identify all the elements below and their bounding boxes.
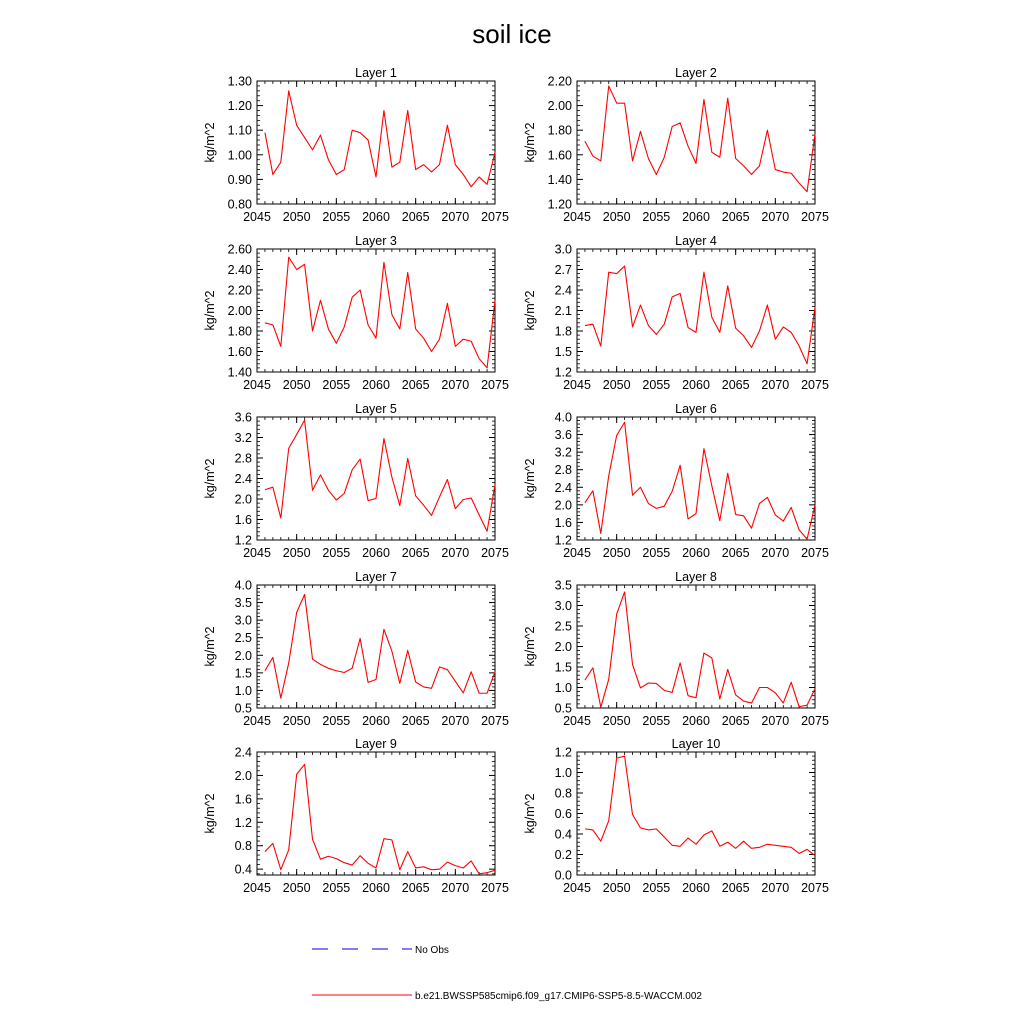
panel-title: Layer 7 (355, 570, 397, 584)
x-tick-label: 2045 (243, 210, 271, 224)
y-axis-label: kg/m^2 (523, 626, 537, 667)
panel-title: Layer 5 (355, 402, 397, 416)
y-tick-label: 1.60 (547, 148, 572, 163)
y-tick-label: 2.4 (554, 480, 572, 495)
series-line (265, 257, 495, 368)
x-tick-label: 2070 (761, 378, 790, 392)
y-tick-label: 1.20 (547, 197, 572, 212)
y-tick-label: 2.0 (554, 640, 572, 654)
x-tick-label: 2045 (243, 546, 271, 560)
plot-frame (257, 585, 495, 708)
y-tick-label: 2.60 (227, 242, 252, 257)
y-tick-label: 0.2 (554, 848, 572, 862)
plot-frame (577, 81, 815, 204)
x-tick-label: 2060 (362, 378, 390, 392)
x-tick-label: 2060 (362, 881, 390, 895)
y-tick-label: 2.0 (234, 768, 252, 783)
x-tick-label: 2045 (563, 210, 591, 224)
series-line (265, 764, 495, 874)
y-tick-label: 2.0 (234, 492, 252, 507)
y-tick-label: 2.5 (234, 631, 252, 646)
series-line (265, 594, 495, 698)
y-axis-label: kg/m^2 (523, 458, 537, 499)
y-axis-label: kg/m^2 (523, 290, 537, 331)
y-axis-label: kg/m^2 (203, 290, 217, 331)
y-axis-label: kg/m^2 (203, 122, 217, 163)
chart-panel-3 (203, 234, 509, 392)
x-tick-label: 2070 (761, 714, 790, 728)
y-tick-label: 1.8 (554, 324, 572, 339)
x-tick-label: 2060 (682, 378, 710, 392)
x-tick-label: 2045 (243, 714, 271, 728)
y-tick-label: 1.80 (227, 324, 252, 339)
x-tick-label: 2075 (481, 378, 509, 392)
y-tick-label: 3.0 (554, 599, 572, 613)
y-tick-label: 2.4 (554, 283, 572, 298)
legend-label-obs: No Obs (415, 945, 449, 956)
x-tick-label: 2065 (401, 378, 430, 392)
series-line (585, 592, 815, 707)
x-tick-label: 2050 (282, 378, 311, 392)
x-tick-label: 2055 (322, 378, 351, 392)
x-tick-label: 2060 (682, 546, 710, 560)
plot-frame (257, 417, 495, 540)
x-tick-label: 2075 (481, 546, 509, 560)
x-tick-label: 2075 (801, 546, 829, 560)
y-tick-label: 2.40 (227, 263, 252, 277)
x-tick-label: 2065 (401, 714, 430, 728)
x-tick-label: 2055 (322, 881, 351, 895)
plot-frame (577, 752, 815, 875)
y-tick-label: 2.20 (547, 74, 572, 89)
y-tick-label: 1.0 (234, 683, 252, 698)
y-tick-label: 0.6 (554, 807, 572, 821)
panel-title: Layer 10 (671, 737, 721, 751)
y-tick-label: 2.0 (234, 648, 252, 663)
x-tick-label: 2045 (243, 881, 271, 895)
x-tick-label: 2065 (721, 881, 750, 895)
y-tick-label: 1.40 (227, 365, 252, 380)
y-tick-label: 1.6 (234, 513, 252, 527)
series-line (585, 756, 815, 855)
panel-title: Layer 8 (675, 570, 717, 584)
x-tick-label: 2050 (282, 546, 311, 560)
x-tick-label: 2045 (563, 546, 591, 560)
panel-title: Layer 2 (675, 66, 717, 80)
y-tick-label: 1.40 (547, 172, 572, 187)
y-tick-label: 3.5 (234, 596, 252, 611)
series-line (585, 266, 815, 364)
y-axis-label: kg/m^2 (203, 458, 217, 499)
x-tick-label: 2075 (801, 378, 829, 392)
series-line (265, 91, 495, 187)
panel-title: Layer 9 (355, 737, 397, 751)
plot-frame (257, 249, 495, 372)
x-tick-label: 2055 (322, 714, 351, 728)
y-tick-label: 2.7 (554, 263, 572, 277)
y-tick-label: 1.30 (227, 74, 252, 89)
x-tick-label: 2055 (322, 546, 351, 560)
panel-title: Layer 1 (355, 66, 397, 80)
y-tick-label: 1.2 (234, 815, 252, 830)
x-tick-label: 2070 (441, 210, 470, 224)
x-tick-label: 2060 (682, 881, 710, 895)
y-tick-label: 0.80 (227, 197, 252, 212)
x-tick-label: 2060 (682, 714, 710, 728)
panel-title: Layer 4 (675, 234, 717, 248)
plot-frame (577, 249, 815, 372)
y-tick-label: 3.6 (554, 428, 572, 443)
y-tick-label: 1.6 (554, 515, 572, 530)
x-tick-label: 2055 (642, 378, 671, 392)
x-tick-label: 2070 (441, 881, 470, 895)
y-tick-label: 2.0 (554, 498, 572, 513)
x-tick-label: 2075 (801, 714, 829, 728)
x-tick-label: 2050 (282, 714, 311, 728)
chart-panel-7 (203, 570, 509, 728)
y-tick-label: 3.0 (554, 242, 572, 257)
legend (312, 945, 702, 1002)
y-tick-label: 3.0 (234, 613, 252, 628)
y-tick-label: 1.60 (227, 345, 252, 359)
y-tick-label: 0.8 (234, 839, 252, 854)
y-tick-label: 3.6 (234, 410, 252, 425)
chart-panel-9 (203, 737, 509, 895)
y-axis-label: kg/m^2 (203, 793, 217, 834)
y-tick-label: 0.5 (554, 701, 572, 716)
chart-panel-6 (523, 402, 829, 560)
x-tick-label: 2060 (682, 210, 710, 224)
x-tick-label: 2070 (761, 881, 790, 895)
x-tick-label: 2050 (602, 210, 631, 224)
y-tick-label: 3.2 (554, 445, 572, 460)
chart-title: soil ice (472, 19, 552, 49)
y-tick-label: 2.00 (227, 304, 252, 318)
x-tick-label: 2075 (801, 881, 829, 895)
y-axis-label: kg/m^2 (523, 122, 537, 163)
y-tick-label: 1.80 (547, 123, 572, 138)
chart-panel-2 (523, 66, 829, 224)
y-tick-label: 2.20 (227, 283, 252, 298)
chart-panel-1 (203, 66, 509, 224)
legend-label-model: b.e21.BWSSP585cmip6.f09_g17.CMIP6-SSP5-8.5-WACCM.002 (415, 991, 702, 1002)
x-tick-label: 2050 (602, 378, 631, 392)
x-tick-label: 2075 (481, 714, 509, 728)
x-tick-label: 2060 (362, 546, 390, 560)
y-tick-label: 1.5 (234, 666, 252, 681)
y-tick-label: 2.8 (234, 451, 252, 466)
x-tick-label: 2065 (721, 210, 750, 224)
y-tick-label: 0.4 (554, 827, 572, 842)
y-tick-label: 0.4 (234, 862, 252, 877)
series-line (585, 86, 815, 192)
y-tick-label: 2.1 (554, 304, 572, 318)
y-tick-label: 1.2 (234, 533, 252, 548)
y-tick-label: 1.0 (554, 766, 572, 780)
x-tick-label: 2045 (563, 714, 591, 728)
x-tick-label: 2050 (282, 881, 311, 895)
y-tick-label: 3.2 (234, 431, 252, 445)
x-tick-label: 2050 (602, 714, 631, 728)
y-tick-label: 0.8 (554, 786, 572, 801)
x-tick-label: 2045 (243, 378, 271, 392)
y-tick-label: 1.2 (554, 533, 572, 548)
y-tick-label: 2.00 (547, 99, 572, 114)
x-tick-label: 2065 (401, 210, 430, 224)
series-line (265, 420, 495, 531)
x-tick-label: 2070 (761, 210, 790, 224)
x-tick-label: 2065 (721, 546, 750, 560)
y-tick-label: 1.5 (554, 660, 572, 675)
x-tick-label: 2075 (481, 881, 509, 895)
x-tick-label: 2050 (602, 546, 631, 560)
x-tick-label: 2050 (282, 210, 311, 224)
x-tick-label: 2075 (481, 210, 509, 224)
x-tick-label: 2065 (401, 881, 430, 895)
x-tick-label: 2045 (563, 378, 591, 392)
plot-frame (577, 417, 815, 540)
chart-panel-8 (523, 570, 829, 728)
panel-title: Layer 6 (675, 402, 717, 416)
x-tick-label: 2055 (642, 714, 671, 728)
y-tick-label: 4.0 (234, 578, 252, 593)
y-tick-label: 3.5 (554, 578, 572, 593)
y-tick-label: 2.8 (554, 463, 572, 478)
x-tick-label: 2055 (642, 210, 671, 224)
y-tick-label: 1.5 (554, 345, 572, 359)
x-tick-label: 2070 (761, 546, 790, 560)
plot-frame (257, 81, 495, 204)
y-tick-label: 1.00 (227, 148, 252, 163)
y-tick-label: 4.0 (554, 410, 572, 425)
y-tick-label: 1.20 (227, 99, 252, 114)
y-tick-label: 0.90 (227, 172, 252, 187)
chart-panel-4 (523, 234, 829, 392)
x-tick-label: 2070 (441, 714, 470, 728)
y-tick-label: 1.2 (554, 365, 572, 380)
y-tick-label: 1.6 (234, 792, 252, 807)
y-tick-label: 0.5 (234, 701, 252, 716)
x-tick-label: 2060 (362, 210, 390, 224)
y-axis-label: kg/m^2 (203, 626, 217, 667)
y-tick-label: 1.2 (554, 745, 572, 760)
chart-panel-10 (523, 737, 829, 895)
x-tick-label: 2065 (721, 714, 750, 728)
x-tick-label: 2045 (563, 881, 591, 895)
x-tick-label: 2070 (441, 378, 470, 392)
x-tick-label: 2055 (642, 881, 671, 895)
series-line (585, 422, 815, 539)
chart-panel-5 (203, 402, 509, 560)
panel-title: Layer 3 (355, 234, 397, 248)
y-tick-label: 1.0 (554, 681, 572, 695)
x-tick-label: 2065 (721, 378, 750, 392)
x-tick-label: 2050 (602, 881, 631, 895)
y-axis-label: kg/m^2 (523, 793, 537, 834)
y-tick-label: 0.0 (554, 868, 572, 883)
x-tick-label: 2065 (401, 546, 430, 560)
x-tick-label: 2055 (322, 210, 351, 224)
x-tick-label: 2055 (642, 546, 671, 560)
x-tick-label: 2060 (362, 714, 390, 728)
y-tick-label: 2.4 (234, 745, 252, 760)
x-tick-label: 2070 (441, 546, 470, 560)
y-tick-label: 2.4 (234, 472, 252, 486)
x-tick-label: 2075 (801, 210, 829, 224)
y-tick-label: 2.5 (554, 619, 572, 634)
y-tick-label: 1.10 (227, 123, 252, 138)
